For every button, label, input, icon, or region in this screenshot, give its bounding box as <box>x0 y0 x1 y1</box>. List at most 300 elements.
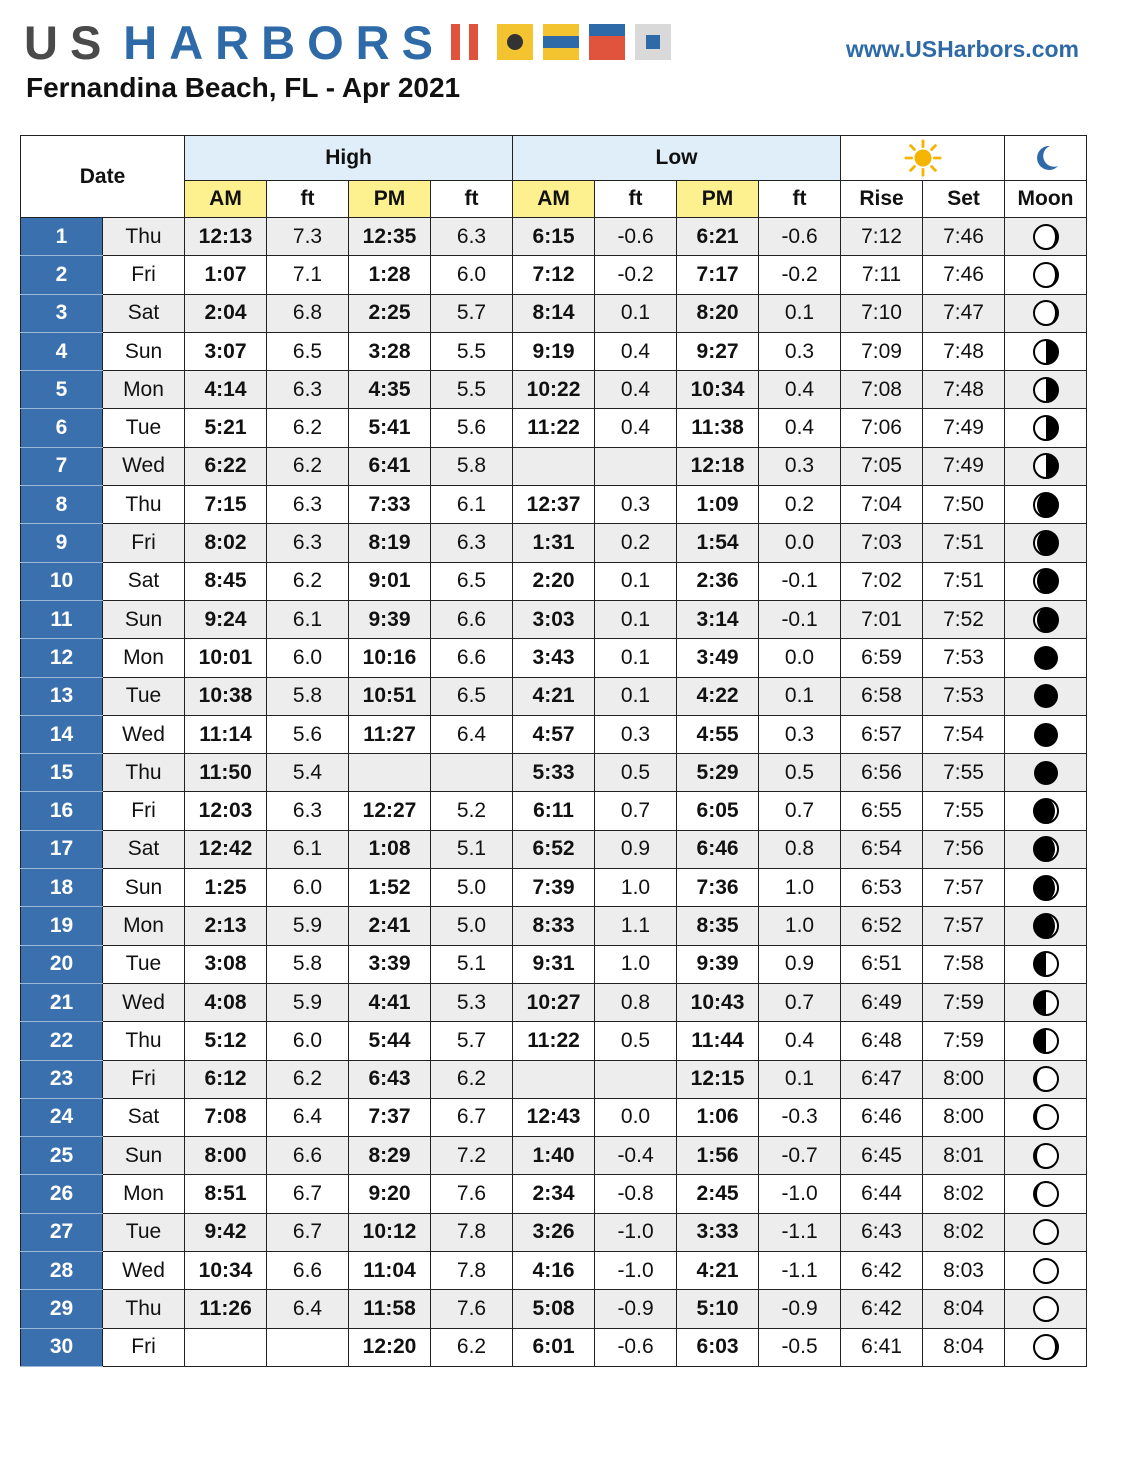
sunrise-time: 6:57 <box>841 715 923 753</box>
brand-logo <box>24 15 681 69</box>
sunset-time: 8:02 <box>923 1213 1005 1251</box>
high-am-time: 11:50 <box>185 754 267 792</box>
day-of-week: Tue <box>103 409 185 447</box>
low-am-time: 11:22 <box>513 1022 595 1060</box>
date-number: 14 <box>21 715 103 753</box>
moon-phase-cell <box>1005 754 1087 792</box>
day-of-week: Fri <box>103 1060 185 1098</box>
sunrise-time: 7:08 <box>841 371 923 409</box>
high-am-time: 7:08 <box>185 1098 267 1136</box>
high-am-height: 6.3 <box>267 486 349 524</box>
low-pm-time: 12:15 <box>677 1060 759 1098</box>
sunrise-time: 6:43 <box>841 1213 923 1251</box>
table-row <box>21 983 1087 1021</box>
sunset-time: 7:46 <box>923 218 1005 256</box>
website-link[interactable]: www.USHarbors.com <box>845 36 1079 62</box>
date-number: 22 <box>21 1022 103 1060</box>
sunrise-time: 7:04 <box>841 486 923 524</box>
high-am-height <box>267 1328 349 1366</box>
low-am-height: 0.7 <box>595 792 677 830</box>
waxing-crescent-moon-icon <box>1031 796 1061 826</box>
low-am-time: 2:34 <box>513 1175 595 1213</box>
low-am-height: -1.0 <box>595 1252 677 1290</box>
low-pm-time: 1:56 <box>677 1137 759 1175</box>
high-pm-height: 6.3 <box>431 524 513 562</box>
day-of-week: Thu <box>103 486 185 524</box>
low-pm-time: 11:38 <box>677 409 759 447</box>
high-pm-time: 9:39 <box>349 600 431 638</box>
low-am-time: 3:26 <box>513 1213 595 1251</box>
low-am-height: 0.4 <box>595 332 677 370</box>
high-pm-time: 4:41 <box>349 983 431 1021</box>
day-of-week: Wed <box>103 983 185 1021</box>
high-am-time: 4:08 <box>185 983 267 1021</box>
day-of-week: Thu <box>103 218 185 256</box>
low-pm-time: 8:20 <box>677 294 759 332</box>
low-pm-height: -0.5 <box>759 1328 841 1366</box>
moon-phase-cell <box>1005 486 1087 524</box>
day-of-week: Sun <box>103 332 185 370</box>
sunrise-time: 6:42 <box>841 1252 923 1290</box>
high-pm-height: 5.7 <box>431 1022 513 1060</box>
moon-phase-cell <box>1005 332 1087 370</box>
low-am-height: 0.1 <box>595 294 677 332</box>
moon-phase-cell <box>1005 715 1087 753</box>
sunrise-time: 7:09 <box>841 332 923 370</box>
low-am-time: 8:14 <box>513 294 595 332</box>
first-quarter-moon-icon <box>1031 1026 1061 1056</box>
date-number: 13 <box>21 677 103 715</box>
high-pm-time: 11:04 <box>349 1252 431 1290</box>
low-pm-height: 0.1 <box>759 1060 841 1098</box>
low-pm-time: 2:45 <box>677 1175 759 1213</box>
flag-red-white-stripes-icon <box>451 24 487 60</box>
table-row <box>21 1290 1087 1328</box>
low-am-time: 12:43 <box>513 1098 595 1136</box>
low-pm-time: 10:43 <box>677 983 759 1021</box>
high-am-time: 3:08 <box>185 945 267 983</box>
header-high-am-ft: ft <box>267 181 349 218</box>
flag-grey-blue-square-icon <box>635 24 671 60</box>
day-of-week: Sat <box>103 294 185 332</box>
table-row <box>21 1175 1087 1213</box>
high-am-height: 6.0 <box>267 639 349 677</box>
sunrise-time: 6:52 <box>841 907 923 945</box>
high-am-height: 5.8 <box>267 945 349 983</box>
high-am-height: 6.2 <box>267 409 349 447</box>
sunset-time: 7:51 <box>923 524 1005 562</box>
table-row <box>21 639 1087 677</box>
low-pm-height: 0.5 <box>759 754 841 792</box>
high-am-height: 7.1 <box>267 256 349 294</box>
table-row <box>21 869 1087 907</box>
high-am-height: 6.7 <box>267 1213 349 1251</box>
low-am-height: 0.3 <box>595 486 677 524</box>
low-am-time: 9:31 <box>513 945 595 983</box>
high-pm-height: 7.6 <box>431 1175 513 1213</box>
sunset-time: 7:59 <box>923 983 1005 1021</box>
sunrise-time: 6:44 <box>841 1175 923 1213</box>
waxing-gibbous-moon-icon <box>1031 1179 1061 1209</box>
low-pm-height: 0.3 <box>759 447 841 485</box>
low-pm-time: 11:44 <box>677 1022 759 1060</box>
date-number: 3 <box>21 294 103 332</box>
sunrise-time: 7:01 <box>841 600 923 638</box>
sunrise-time: 6:58 <box>841 677 923 715</box>
high-pm-height: 5.3 <box>431 983 513 1021</box>
high-pm-height: 7.6 <box>431 1290 513 1328</box>
date-number: 18 <box>21 869 103 907</box>
waxing-gibbous-moon-icon <box>1031 1102 1061 1132</box>
high-am-time: 11:26 <box>185 1290 267 1328</box>
sunrise-time: 7:12 <box>841 218 923 256</box>
low-am-time: 8:33 <box>513 907 595 945</box>
low-pm-height: -0.7 <box>759 1137 841 1175</box>
sunset-time: 7:49 <box>923 447 1005 485</box>
high-am-height: 5.6 <box>267 715 349 753</box>
sunrise-time: 6:49 <box>841 983 923 1021</box>
moon-phase-cell <box>1005 1060 1087 1098</box>
table-row <box>21 256 1087 294</box>
brand-harbors: HARBORS <box>123 15 445 69</box>
low-am-time: 5:33 <box>513 754 595 792</box>
sunset-time: 7:46 <box>923 256 1005 294</box>
header-low-am: AM <box>513 181 595 218</box>
day-of-week: Sat <box>103 1098 185 1136</box>
page-title: Fernandina Beach, FL - Apr 2021 <box>26 72 461 103</box>
table-row <box>21 1060 1087 1098</box>
table-row <box>21 218 1087 256</box>
moon-phase-cell <box>1005 1175 1087 1213</box>
sunrise-time: 6:56 <box>841 754 923 792</box>
sunset-time: 7:59 <box>923 1022 1005 1060</box>
sunset-time: 7:48 <box>923 371 1005 409</box>
moon-phase-cell <box>1005 562 1087 600</box>
sunrise-time: 6:59 <box>841 639 923 677</box>
moon-phase-cell <box>1005 1328 1087 1366</box>
sunset-time: 7:50 <box>923 486 1005 524</box>
low-am-time <box>513 1060 595 1098</box>
date-number: 29 <box>21 1290 103 1328</box>
signal-flags <box>451 24 681 60</box>
high-pm-height: 5.6 <box>431 409 513 447</box>
day-of-week: Fri <box>103 1328 185 1366</box>
sunset-time: 7:53 <box>923 639 1005 677</box>
table-row <box>21 524 1087 562</box>
flag-blue-red-icon <box>589 24 625 60</box>
new-moon-icon <box>1031 643 1061 673</box>
moon-phase-cell <box>1005 677 1087 715</box>
high-am-time: 10:38 <box>185 677 267 715</box>
high-am-height: 6.8 <box>267 294 349 332</box>
high-am-time: 2:04 <box>185 294 267 332</box>
high-am-height: 6.4 <box>267 1290 349 1328</box>
high-am-height: 6.6 <box>267 1137 349 1175</box>
low-am-height: 1.0 <box>595 869 677 907</box>
table-row <box>21 371 1087 409</box>
header-moon: Moon <box>1005 181 1087 218</box>
high-am-height: 5.9 <box>267 907 349 945</box>
sunset-time: 8:00 <box>923 1060 1005 1098</box>
waning-gibbous-moon-icon <box>1031 222 1061 252</box>
low-pm-time: 5:10 <box>677 1290 759 1328</box>
header-low-pm-ft: ft <box>759 181 841 218</box>
date-number: 15 <box>21 754 103 792</box>
sunset-time: 8:00 <box>923 1098 1005 1136</box>
day-of-week: Fri <box>103 256 185 294</box>
low-am-time: 6:52 <box>513 830 595 868</box>
waxing-crescent-moon-icon <box>1031 873 1061 903</box>
low-am-height: 0.1 <box>595 639 677 677</box>
table-row <box>21 1252 1087 1290</box>
moon-phase-cell <box>1005 1252 1087 1290</box>
date-number: 27 <box>21 1213 103 1251</box>
last-quarter-moon-icon <box>1031 451 1061 481</box>
waning-gibbous-moon-icon <box>1031 298 1061 328</box>
sunrise-time: 6:42 <box>841 1290 923 1328</box>
high-am-time: 3:07 <box>185 332 267 370</box>
date-number: 11 <box>21 600 103 638</box>
table-row <box>21 332 1087 370</box>
sunset-time: 7:56 <box>923 830 1005 868</box>
low-pm-height: -0.9 <box>759 1290 841 1328</box>
low-pm-height: 0.3 <box>759 715 841 753</box>
low-pm-height: -0.6 <box>759 218 841 256</box>
high-pm-time: 6:43 <box>349 1060 431 1098</box>
day-of-week: Sat <box>103 830 185 868</box>
sunrise-time: 7:06 <box>841 409 923 447</box>
day-of-week: Sun <box>103 869 185 907</box>
low-am-time <box>513 447 595 485</box>
high-pm-time: 7:33 <box>349 486 431 524</box>
high-am-time: 8:02 <box>185 524 267 562</box>
day-of-week: Sat <box>103 562 185 600</box>
day-of-week: Tue <box>103 945 185 983</box>
table-row <box>21 294 1087 332</box>
moon-phase-cell <box>1005 1022 1087 1060</box>
low-pm-time: 4:55 <box>677 715 759 753</box>
high-am-height: 6.1 <box>267 830 349 868</box>
low-am-time: 11:22 <box>513 409 595 447</box>
high-pm-time: 5:44 <box>349 1022 431 1060</box>
day-of-week: Fri <box>103 792 185 830</box>
header-rise: Rise <box>841 181 923 218</box>
high-pm-time: 10:51 <box>349 677 431 715</box>
high-am-height: 5.9 <box>267 983 349 1021</box>
low-am-time: 10:22 <box>513 371 595 409</box>
low-pm-height: 0.1 <box>759 677 841 715</box>
high-am-time: 8:00 <box>185 1137 267 1175</box>
sunset-time: 8:04 <box>923 1290 1005 1328</box>
high-pm-height: 5.7 <box>431 294 513 332</box>
table-row <box>21 715 1087 753</box>
high-pm-time: 5:41 <box>349 409 431 447</box>
high-am-time: 4:14 <box>185 371 267 409</box>
header-sun <box>841 136 1005 181</box>
low-pm-time: 7:17 <box>677 256 759 294</box>
high-am-time: 6:22 <box>185 447 267 485</box>
table-row <box>21 600 1087 638</box>
day-of-week: Sun <box>103 600 185 638</box>
low-pm-height: -1.0 <box>759 1175 841 1213</box>
high-pm-height: 5.1 <box>431 945 513 983</box>
high-am-height: 5.4 <box>267 754 349 792</box>
low-pm-time: 1:06 <box>677 1098 759 1136</box>
sunset-time: 8:01 <box>923 1137 1005 1175</box>
low-am-time: 7:39 <box>513 869 595 907</box>
table-row <box>21 562 1087 600</box>
low-pm-time: 1:54 <box>677 524 759 562</box>
moon-phase-cell <box>1005 294 1087 332</box>
high-pm-time: 7:37 <box>349 1098 431 1136</box>
high-pm-height: 5.1 <box>431 830 513 868</box>
high-am-height: 6.2 <box>267 562 349 600</box>
header-low-pm: PM <box>677 181 759 218</box>
last-quarter-moon-icon <box>1031 337 1061 367</box>
high-am-time: 8:51 <box>185 1175 267 1213</box>
date-number: 23 <box>21 1060 103 1098</box>
low-pm-time: 3:33 <box>677 1213 759 1251</box>
high-pm-time: 1:08 <box>349 830 431 868</box>
low-am-time: 6:11 <box>513 792 595 830</box>
moon-phase-cell <box>1005 600 1087 638</box>
new-moon-icon <box>1031 758 1061 788</box>
brand-us: US <box>24 15 114 69</box>
high-am-time: 1:25 <box>185 869 267 907</box>
date-number: 9 <box>21 524 103 562</box>
low-pm-time: 3:14 <box>677 600 759 638</box>
moon-phase-cell <box>1005 409 1087 447</box>
low-am-time: 9:19 <box>513 332 595 370</box>
waxing-gibbous-moon-icon <box>1031 1064 1061 1094</box>
day-of-week: Mon <box>103 907 185 945</box>
low-pm-height: 0.2 <box>759 486 841 524</box>
moon-phase-cell <box>1005 945 1087 983</box>
date-number: 12 <box>21 639 103 677</box>
low-pm-time: 4:22 <box>677 677 759 715</box>
date-number: 7 <box>21 447 103 485</box>
high-pm-time: 10:16 <box>349 639 431 677</box>
flag-yellow-blue-stripes-icon <box>543 24 579 60</box>
low-am-height: 0.4 <box>595 371 677 409</box>
low-am-height: 0.0 <box>595 1098 677 1136</box>
date-number: 4 <box>21 332 103 370</box>
low-am-height: 0.1 <box>595 562 677 600</box>
moon-phase-cell <box>1005 447 1087 485</box>
day-of-week: Mon <box>103 1175 185 1213</box>
sunrise-time: 7:10 <box>841 294 923 332</box>
high-am-height: 6.3 <box>267 524 349 562</box>
high-pm-time: 8:29 <box>349 1137 431 1175</box>
high-pm-time: 10:12 <box>349 1213 431 1251</box>
low-am-height: 0.4 <box>595 409 677 447</box>
waning-gibbous-moon-icon <box>1031 260 1061 290</box>
high-am-height: 6.2 <box>267 1060 349 1098</box>
high-am-time: 9:24 <box>185 600 267 638</box>
day-of-week: Fri <box>103 524 185 562</box>
waning-crescent-moon-icon <box>1031 490 1061 520</box>
low-pm-time: 6:03 <box>677 1328 759 1366</box>
table-row <box>21 1137 1087 1175</box>
day-of-week: Sun <box>103 1137 185 1175</box>
high-pm-height: 6.5 <box>431 677 513 715</box>
high-am-time: 5:12 <box>185 1022 267 1060</box>
low-pm-height: 0.7 <box>759 792 841 830</box>
sunset-time: 7:58 <box>923 945 1005 983</box>
low-am-time: 4:21 <box>513 677 595 715</box>
day-of-week: Wed <box>103 715 185 753</box>
moon-phase-cell <box>1005 830 1087 868</box>
table-row <box>21 830 1087 868</box>
low-pm-height: -1.1 <box>759 1213 841 1251</box>
high-am-time: 11:14 <box>185 715 267 753</box>
table-row <box>21 1098 1087 1136</box>
sunset-time: 7:48 <box>923 332 1005 370</box>
sunset-time: 8:04 <box>923 1328 1005 1366</box>
low-pm-time: 6:46 <box>677 830 759 868</box>
low-am-height: -1.0 <box>595 1213 677 1251</box>
high-am-time: 12:42 <box>185 830 267 868</box>
flag-yellow-black-dot-icon <box>497 24 533 60</box>
table-row <box>21 1328 1087 1366</box>
tide-table <box>20 135 1087 1367</box>
sunrise-time: 6:41 <box>841 1328 923 1366</box>
high-pm-height: 6.3 <box>431 218 513 256</box>
moon-phase-cell <box>1005 1213 1087 1251</box>
date-number: 8 <box>21 486 103 524</box>
low-pm-time: 9:39 <box>677 945 759 983</box>
high-pm-height <box>431 754 513 792</box>
moon-phase-cell <box>1005 524 1087 562</box>
high-pm-height: 7.8 <box>431 1252 513 1290</box>
sunset-time: 7:57 <box>923 869 1005 907</box>
low-pm-height: -0.3 <box>759 1098 841 1136</box>
first-quarter-moon-icon <box>1031 949 1061 979</box>
sunrise-time: 7:11 <box>841 256 923 294</box>
high-pm-height: 6.2 <box>431 1060 513 1098</box>
sunrise-time: 7:03 <box>841 524 923 562</box>
low-pm-height: 1.0 <box>759 907 841 945</box>
high-am-height: 6.2 <box>267 447 349 485</box>
low-am-height: 0.5 <box>595 754 677 792</box>
low-am-height: 1.1 <box>595 907 677 945</box>
date-number: 2 <box>21 256 103 294</box>
high-pm-height: 5.2 <box>431 792 513 830</box>
low-pm-height: -0.1 <box>759 600 841 638</box>
sunrise-time: 6:48 <box>841 1022 923 1060</box>
full-moon-icon <box>1031 1294 1061 1324</box>
low-pm-height: 0.4 <box>759 371 841 409</box>
high-pm-time: 2:41 <box>349 907 431 945</box>
high-pm-height: 5.8 <box>431 447 513 485</box>
low-am-height: -0.9 <box>595 1290 677 1328</box>
table-row <box>21 945 1087 983</box>
date-number: 21 <box>21 983 103 1021</box>
low-pm-height: 0.4 <box>759 409 841 447</box>
first-quarter-moon-icon <box>1031 988 1061 1018</box>
high-am-height: 6.3 <box>267 792 349 830</box>
table-row <box>21 754 1087 792</box>
date-number: 26 <box>21 1175 103 1213</box>
low-pm-height: 0.7 <box>759 983 841 1021</box>
date-number: 28 <box>21 1252 103 1290</box>
low-pm-height: 0.3 <box>759 332 841 370</box>
high-am-time <box>185 1328 267 1366</box>
low-am-time: 1:40 <box>513 1137 595 1175</box>
high-am-time: 2:13 <box>185 907 267 945</box>
low-am-height: 0.8 <box>595 983 677 1021</box>
low-pm-time: 3:49 <box>677 639 759 677</box>
